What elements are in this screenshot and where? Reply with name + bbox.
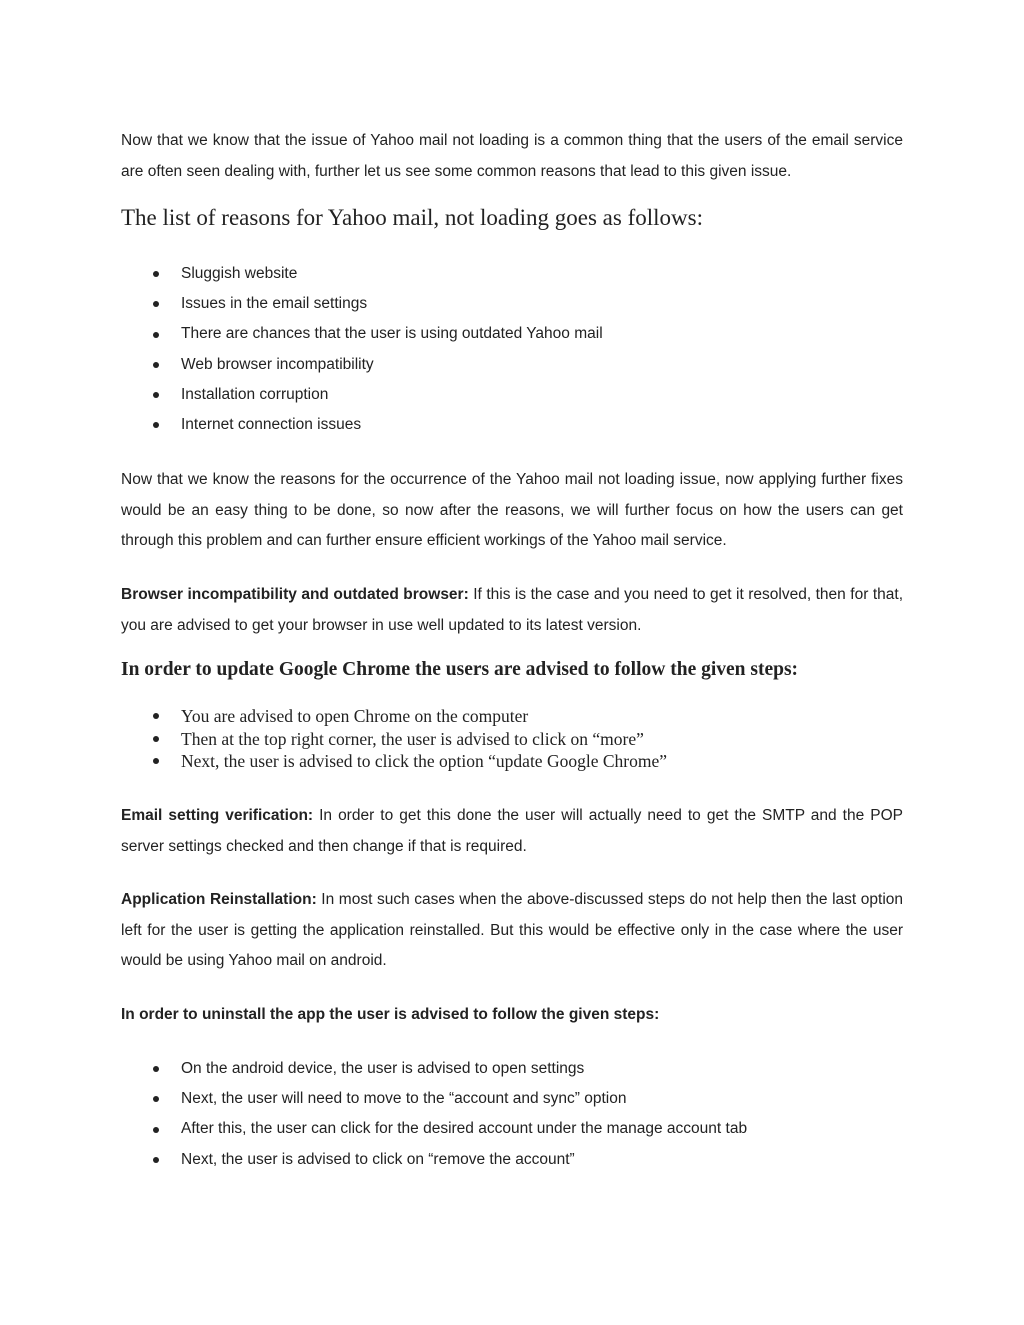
list-item [121,380,903,410]
email-setting-text: In order to get this done the user will actually need to get the SMTP and the POP server settings checked and then change if that is required. [121,807,903,855]
list-item-text: Issues in the email settings [181,295,368,313]
bullet-icon [153,1096,159,1102]
transition-paragraph: Now that we know the reasons for the occurrence of the Yahoo mail not loading issue, now applying further fixes would be an easy thing to be done, so now after the reasons, we will further focus on how the users can get through this problem and can further ensure efficient workings of the Yahoo mail service. [121,471,903,549]
list-item-text: You are advised to open Chrome on the computer [181,706,529,726]
bullet-icon [153,392,159,398]
bullet-icon [153,758,159,764]
list-item [121,1054,903,1084]
uninstall-heading: In order to uninstall the app the user is advised to follow the given steps: [121,1006,660,1023]
bullet-icon [153,1127,159,1133]
reinstall-lead: Application Reinstallation: [121,891,317,908]
list-item-text: There are chances that the user is using outdated Yahoo mail [181,325,603,343]
chrome-steps-list [121,705,903,773]
list-item-text: Next, the user will need to move to the “account and sync” option [181,1090,627,1108]
list-item-text: Internet connection issues [181,416,362,434]
list-item [121,259,903,289]
list-item-text: Then at the top right corner, the user is advised to click on “more” [181,728,644,749]
list-item-text: Sluggish website [181,265,298,282]
bullet-icon [153,422,159,428]
bullet-icon [153,1157,159,1163]
list-item [121,705,903,728]
email-setting-lead: Email setting verification: [121,807,314,824]
reasons-heading: The list of reasons for Yahoo mail, not loading goes as follows: [121,205,703,230]
list-item [121,289,903,319]
bullet-icon [153,271,159,277]
intro-paragraph: Now that we know that the issue of Yahoo mail not loading is a common thing that the users of the email service are often seen dealing with, further let us see some common reasons that lead to this given issue. [121,132,903,180]
reasons-list [121,259,903,440]
bullet-icon [153,362,159,368]
browser-fix-paragraph [121,580,903,641]
bullet-icon [153,301,159,307]
list-item [121,350,903,380]
list-item [121,1114,903,1144]
uninstall-steps-list [121,1054,903,1175]
list-item-text: Next, the user is advised to click on “remove the account” [181,1150,575,1168]
list-item-text: On the android device, the user is advised to open settings [181,1060,585,1077]
reinstall-text: In most such cases when the above-discussed steps do not help then the last option left for the user is getting the application reinstalled. But this would be effective only in the case where the user would be using Yahoo mail on android. [121,891,904,969]
bullet-icon [153,1066,159,1072]
bullet-icon [153,736,159,742]
reinstall-paragraph [121,885,903,977]
email-setting-paragraph [121,801,903,862]
list-item [121,319,903,349]
list-item [121,750,903,773]
list-item [121,410,903,440]
bullet-icon [153,332,159,338]
list-item [121,1145,903,1175]
browser-fix-text: If this is the case and you need to get it resolved, then for that, you are advised to get your browser in use well updated to its latest version. [121,586,903,634]
list-item [121,728,903,751]
list-item-text: Web browser incompatibility [181,355,374,373]
list-item [121,1084,903,1114]
list-item-text: Next, the user is advised to click the option “update Google Chrome” [181,751,667,771]
browser-fix-lead: Browser incompatibility and outdated browser: [121,586,469,603]
list-item-text: After this, the user can click for the desired account under the manage account tab [181,1120,748,1138]
list-item-text: Installation corruption [181,385,329,403]
chrome-heading: In order to update Google Chrome the users are advised to follow the given steps: [121,659,799,680]
bullet-icon [153,713,159,719]
